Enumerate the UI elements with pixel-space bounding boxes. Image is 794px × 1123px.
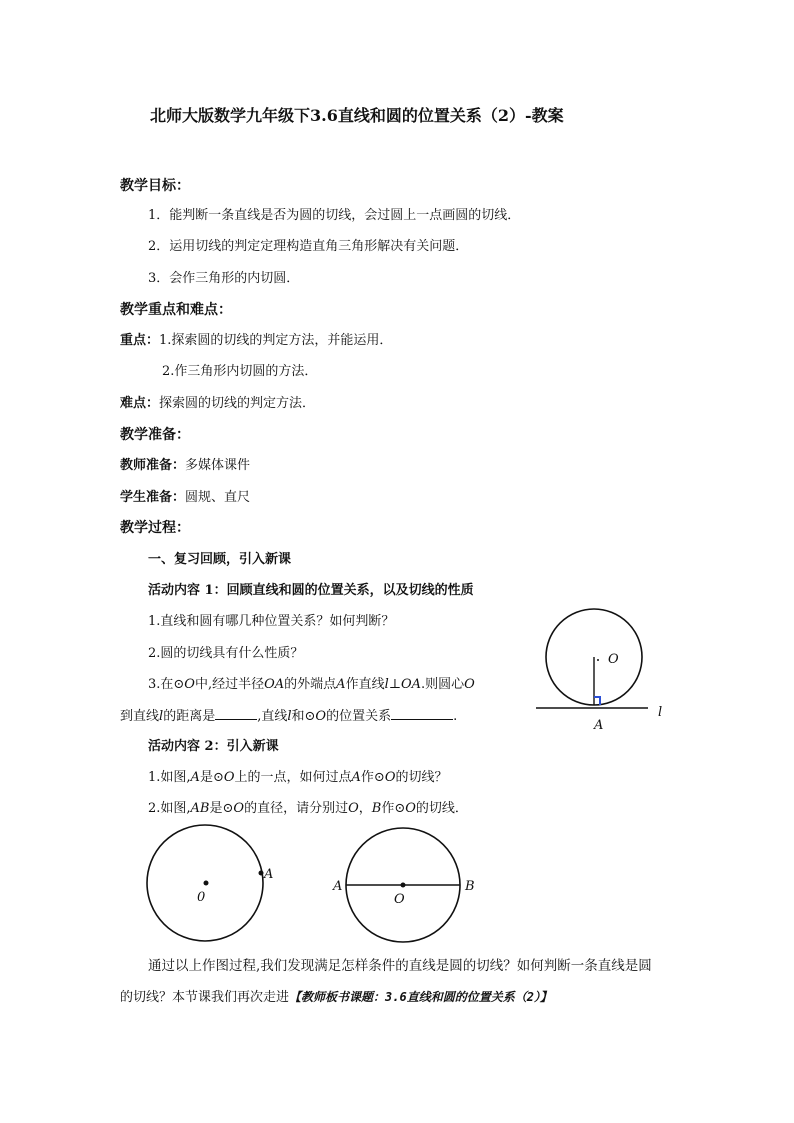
student-prep-line	[120, 489, 250, 507]
a2-text: 2.如图,	[148, 801, 191, 816]
q3-var: l	[159, 709, 164, 724]
q3-text: .	[453, 709, 458, 724]
label-a: A	[594, 718, 604, 733]
answer-blank	[391, 707, 453, 720]
key-points-heading: 教学重点和难点：	[120, 302, 232, 318]
conclusion-text: 的切线？本节课我们再次走进	[120, 990, 290, 1005]
q3-text: 到直线	[120, 709, 160, 724]
q3-var: O	[315, 709, 327, 724]
tangent-figure	[530, 605, 670, 735]
label-a: A	[333, 879, 343, 894]
teacher-prep-label: 教师准备：	[120, 458, 186, 473]
q3-var: l	[287, 709, 292, 724]
a2-var: O	[233, 801, 245, 816]
label-b: B	[465, 879, 475, 894]
a1-text: 的切线？	[395, 770, 448, 785]
q3-var: O	[184, 677, 195, 692]
page-title: 北师大版数学九年级下3.6直线和圆的位置关系（2）-教案	[150, 106, 564, 125]
objective-item: 1．能判断一条直线是否为圆的切线，会过圆上一点画圆的切线．	[148, 208, 521, 223]
objective-item: 3．会作三角形的内切圆．	[148, 271, 300, 286]
key-label: 重点：	[120, 333, 160, 348]
a2-text: 的直径，请分别过	[244, 801, 349, 816]
q3-var: l	[384, 677, 389, 692]
q3-text: 的位置关系	[326, 709, 392, 724]
q3-text: ⊥	[388, 677, 401, 692]
label-o: 0	[197, 890, 206, 905]
a1-var: A	[190, 770, 200, 785]
key-point-line	[120, 332, 392, 350]
difficult-point-line	[120, 395, 315, 413]
q3-text: 的外端点	[284, 677, 337, 692]
q3-text: 和⊙	[291, 709, 316, 724]
a2-text: ，	[358, 801, 372, 816]
activity-2-title: 引入新课	[226, 739, 279, 754]
a1-text: 作⊙	[360, 770, 385, 785]
difficult-text: 探索圆的切线的判定方法．	[159, 396, 316, 411]
section-1-title: 一、复习回顾，引入新课	[148, 552, 292, 567]
conclusion-line-1: 通过以上作图过程,我们发现满足怎样条件的直线是圆的切线？如何判断一条直线是圆	[148, 958, 652, 974]
teacher-prep-line	[120, 457, 250, 475]
center-point	[401, 883, 406, 888]
objectives-heading: 教学目标：	[120, 178, 190, 194]
key-point-1: 1.探索圆的切线的判定方法，并能运用．	[159, 333, 393, 348]
q3-text: .则圆心	[421, 677, 465, 692]
student-prep-text: 圆规、直尺	[185, 490, 251, 505]
q3-text: 的距离是	[163, 709, 216, 724]
a2-var: AB	[190, 801, 210, 816]
q3-text: ,直线	[257, 709, 288, 724]
activity-2	[148, 738, 279, 756]
circle-point-figure	[140, 828, 290, 938]
a1-var: O	[384, 770, 396, 785]
label-o: O	[608, 652, 619, 667]
a2-var: O	[348, 801, 359, 816]
a1-var: A	[351, 770, 361, 785]
right-angle-marker	[594, 697, 600, 705]
activity-1-label: 活动内容 1：	[148, 583, 227, 598]
a1-text: 上的一点，如何过点	[234, 770, 352, 785]
center-point	[597, 659, 599, 661]
q3-var: OA	[400, 677, 422, 692]
key-point-2: 2.作三角形内切圆的方法．	[162, 364, 318, 379]
answer-blank	[215, 707, 257, 720]
difficult-label: 难点：	[120, 396, 160, 411]
process-heading: 教学过程：	[120, 520, 190, 536]
q3-text: 3.在⊙	[148, 677, 185, 692]
q3-text: 作直线	[345, 677, 385, 692]
a2-text: 作⊙	[381, 801, 406, 816]
conclusion-line-2	[120, 988, 552, 1007]
label-a: A	[264, 867, 274, 882]
a2-text: 是⊙	[209, 801, 234, 816]
label-l: l	[658, 705, 663, 720]
point-a	[259, 871, 264, 876]
q3-text: 中,经过半径	[194, 677, 265, 692]
q3-var: A	[336, 677, 346, 692]
a1-text: 1.如图,	[148, 770, 191, 785]
center-point	[204, 881, 209, 886]
a1-text: 是⊙	[199, 770, 224, 785]
q3-var: OA	[264, 677, 285, 692]
a1-var: O	[223, 770, 235, 785]
activity-2-question-1	[148, 769, 448, 787]
activity-1	[148, 582, 474, 600]
activity-2-label: 活动内容 2：	[148, 739, 227, 754]
question-3-line-2	[120, 707, 457, 726]
activity-2-question-2	[148, 800, 468, 818]
question-1: 1.直线和圆有哪几种位置关系？如何判断？	[148, 614, 395, 629]
activity-1-title: 回顾直线和圆的位置关系，以及切线的性质	[226, 583, 474, 598]
question-3-line-1	[148, 676, 475, 694]
a2-var: B	[371, 801, 382, 816]
label-o: O	[394, 892, 405, 907]
student-prep-label: 学生准备：	[120, 490, 186, 505]
teacher-prep-text: 多媒体课件	[185, 458, 251, 473]
question-2: 2.圆的切线具有什么性质？	[148, 646, 304, 661]
preparation-heading: 教学准备：	[120, 427, 190, 443]
board-note: 【教师板书课题：3.6直线和圆的位置关系（2）】	[289, 990, 552, 1004]
diameter-figure	[330, 828, 490, 938]
a2-var: O	[405, 801, 416, 816]
q3-var: O	[464, 677, 475, 692]
a2-text: 的切线．	[415, 801, 468, 816]
objective-item: 2．运用切线的判定定理构造直角三角形解决有关问题．	[148, 239, 469, 254]
